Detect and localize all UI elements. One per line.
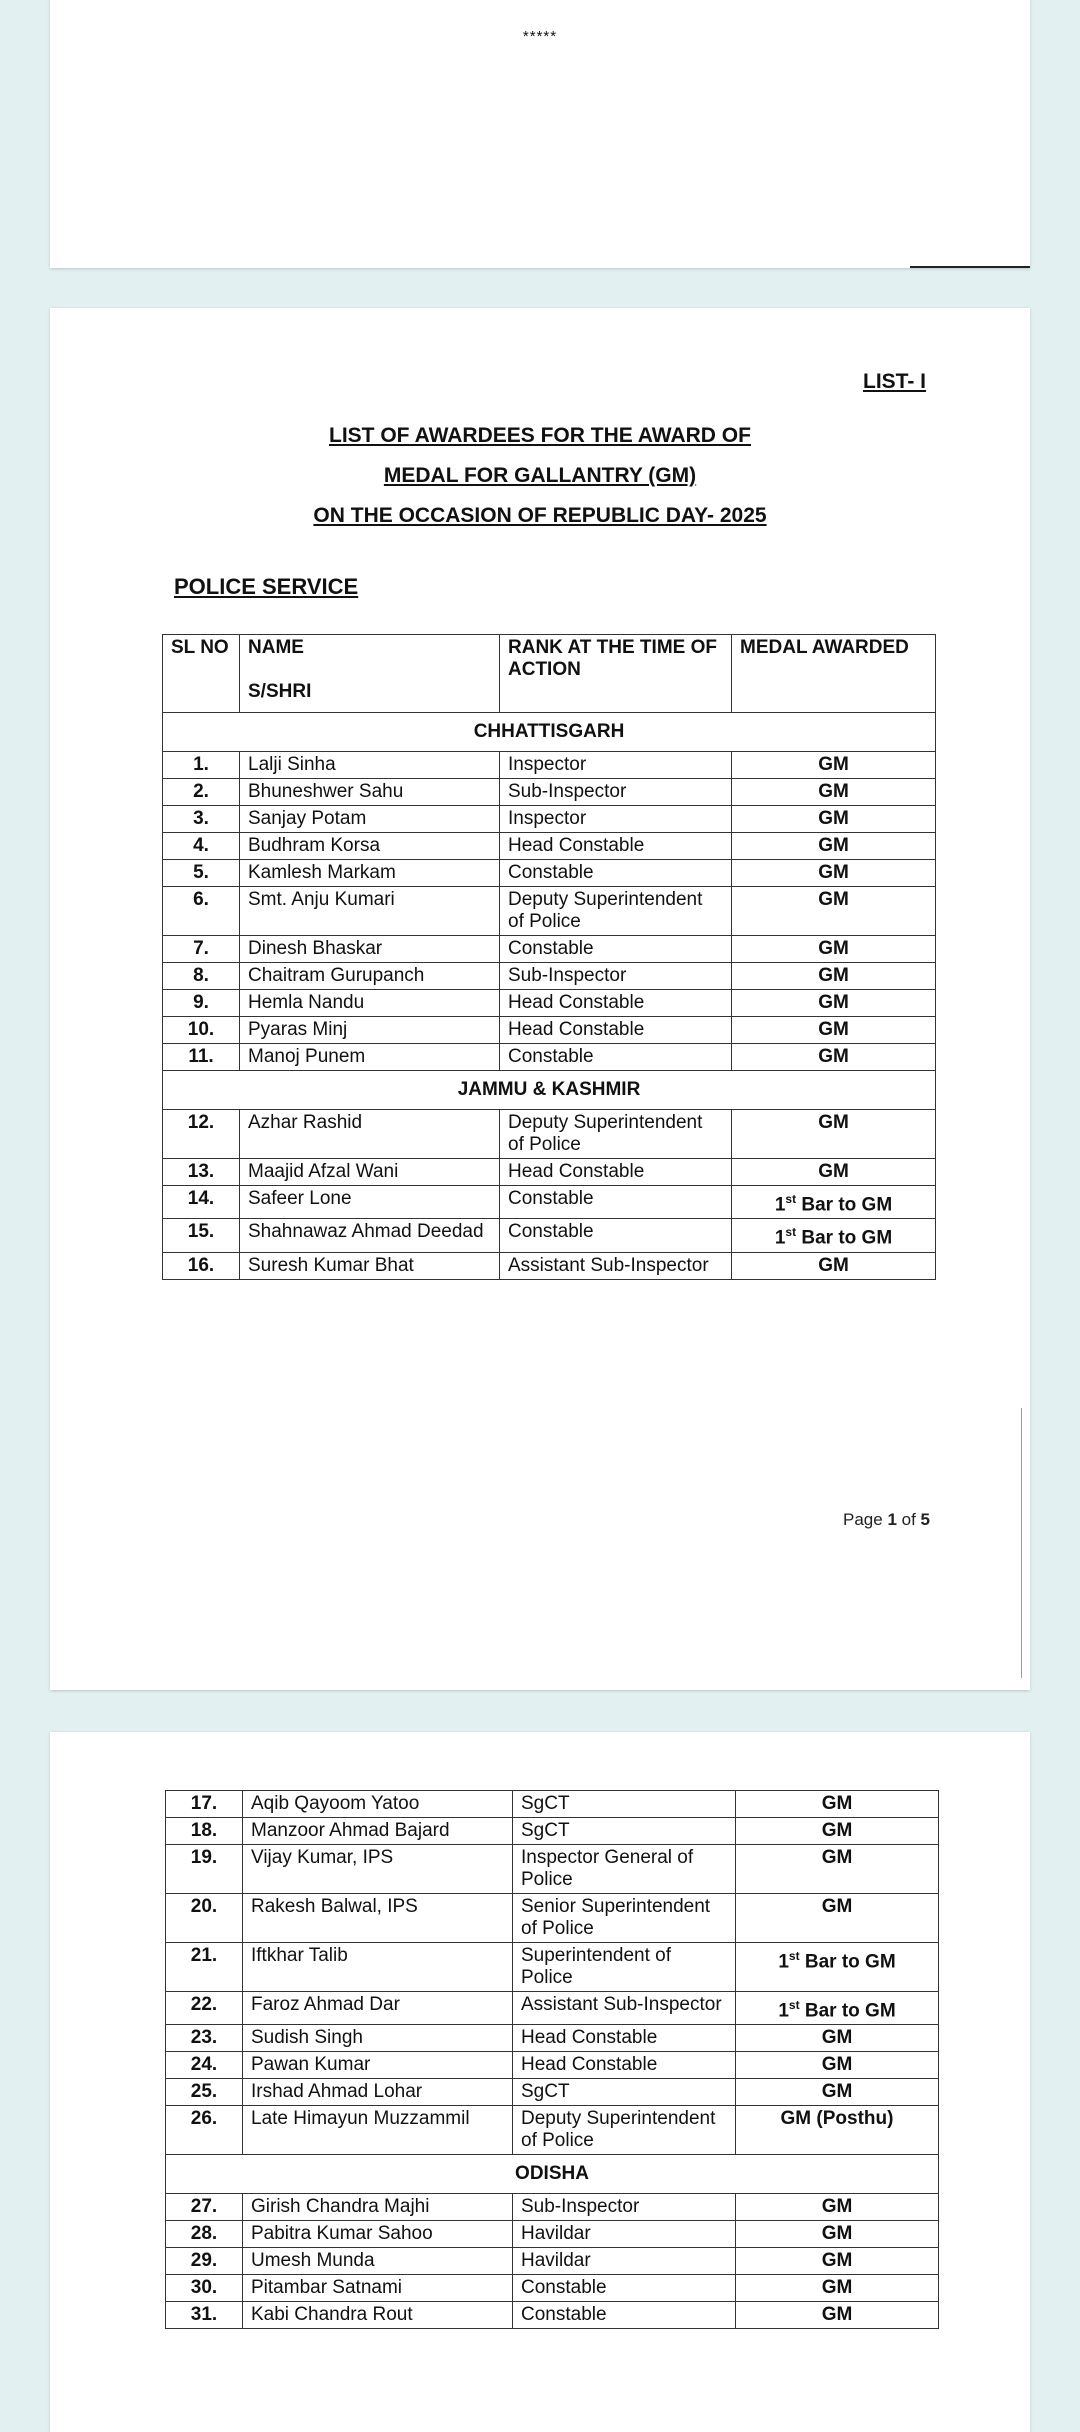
state-row xyxy=(163,1071,936,1110)
table-row xyxy=(163,779,936,806)
rank-cell: SgCT xyxy=(513,1818,736,1845)
medal-cell: GM xyxy=(736,2025,939,2052)
table-row xyxy=(166,1992,939,2025)
table-row xyxy=(163,1219,936,1252)
title-line-2: MEDAL FOR GALLANTRY (GM) xyxy=(383,464,697,487)
medal-cell: GM xyxy=(736,2248,939,2275)
state-name: CHHATTISGARH xyxy=(163,713,936,752)
rank-cell: Head Constable xyxy=(500,1017,732,1044)
sl-cell: 4. xyxy=(163,833,240,860)
sl-cell: 15. xyxy=(163,1219,240,1252)
sl-cell: 22. xyxy=(166,1992,243,2025)
table-row xyxy=(163,806,936,833)
state-name: JAMMU & KASHMIR xyxy=(163,1071,936,1110)
table-row xyxy=(163,833,936,860)
awardees-table-continued xyxy=(165,1790,939,2329)
medal-cell: GM xyxy=(732,806,936,833)
medal-cell: GM xyxy=(732,1017,936,1044)
page-total: 5 xyxy=(920,1510,930,1529)
name-cell: Safeer Lone xyxy=(240,1186,500,1219)
sl-cell: 31. xyxy=(166,2302,243,2329)
sl-cell: 13. xyxy=(163,1159,240,1186)
medal-cell: GM xyxy=(732,860,936,887)
table-row xyxy=(163,752,936,779)
document-page-2 xyxy=(50,1732,1030,2432)
rank-cell: Inspector General of Police xyxy=(513,1845,736,1894)
table-row xyxy=(166,2079,939,2106)
table-row xyxy=(166,1845,939,1894)
state-name: ODISHA xyxy=(166,2155,939,2194)
medal-cell: GM xyxy=(736,2194,939,2221)
previous-page xyxy=(50,0,1030,268)
table-row xyxy=(163,1017,936,1044)
list-tag: LIST- I xyxy=(863,370,926,393)
table-row xyxy=(166,2248,939,2275)
medal-cell: GM xyxy=(736,2275,939,2302)
table-row xyxy=(163,1110,936,1159)
sl-cell: 19. xyxy=(166,1845,243,1894)
rank-cell: Head Constable xyxy=(500,990,732,1017)
awardees-table xyxy=(162,634,936,1280)
table-row xyxy=(166,1818,939,1845)
table-row xyxy=(166,2106,939,2155)
medal-cell: GM xyxy=(732,779,936,806)
sl-cell: 1. xyxy=(163,752,240,779)
medal-cell: GM xyxy=(736,1845,939,1894)
name-cell: Shahnawaz Ahmad Deedad xyxy=(240,1219,500,1252)
header-sl-no: SL NO xyxy=(163,635,240,713)
name-cell: Azhar Rashid xyxy=(240,1110,500,1159)
table-row xyxy=(166,2302,939,2329)
rank-cell: Superintendent of Police xyxy=(513,1943,736,1992)
state-row xyxy=(163,713,936,752)
table-row xyxy=(166,2221,939,2248)
awardees-body xyxy=(163,713,936,1280)
name-cell: Rakesh Balwal, IPS xyxy=(243,1894,513,1943)
rank-cell: Constable xyxy=(500,1044,732,1071)
rank-cell: Head Constable xyxy=(500,833,732,860)
sl-cell: 26. xyxy=(166,2106,243,2155)
medal-cell: GM xyxy=(736,1791,939,1818)
name-cell: Lalji Sinha xyxy=(240,752,500,779)
title-line-1: LIST OF AWARDEES FOR THE AWARD OF xyxy=(329,424,751,447)
medal-cell: GM xyxy=(736,2079,939,2106)
sl-cell: 11. xyxy=(163,1044,240,1071)
sl-cell: 21. xyxy=(166,1943,243,1992)
medal-cell: GM xyxy=(732,1252,936,1279)
medal-cell: GM xyxy=(732,1159,936,1186)
medal-cell: GM xyxy=(736,1818,939,1845)
name-cell: Kamlesh Markam xyxy=(240,860,500,887)
name-cell: Girish Chandra Majhi xyxy=(243,2194,513,2221)
name-cell: Chaitram Gurupanch xyxy=(240,963,500,990)
medal-cell: GM xyxy=(732,1110,936,1159)
title-line-3: ON THE OCCASION OF REPUBLIC DAY- 2025 xyxy=(313,504,767,527)
page-prefix: Page xyxy=(843,1510,888,1529)
end-marker: ***** xyxy=(522,28,558,45)
sl-cell: 5. xyxy=(163,860,240,887)
medal-cell: GM xyxy=(732,936,936,963)
medal-cell: GM (Posthu) xyxy=(736,2106,939,2155)
table-row xyxy=(166,1943,939,1992)
table-row xyxy=(163,990,936,1017)
name-cell: Irshad Ahmad Lohar xyxy=(243,2079,513,2106)
rank-cell: Sub-Inspector xyxy=(513,2194,736,2221)
rank-cell: Assistant Sub-Inspector xyxy=(500,1252,732,1279)
rank-cell: SgCT xyxy=(513,2079,736,2106)
medal-cell: GM xyxy=(732,887,936,936)
rank-cell: Constable xyxy=(513,2275,736,2302)
rank-cell: Inspector xyxy=(500,752,732,779)
name-cell: Suresh Kumar Bhat xyxy=(240,1252,500,1279)
name-cell: Faroz Ahmad Dar xyxy=(243,1992,513,2025)
rank-cell: Head Constable xyxy=(513,2052,736,2079)
sl-cell: 8. xyxy=(163,963,240,990)
name-cell: Pitambar Satnami xyxy=(243,2275,513,2302)
name-cell: Smt. Anju Kumari xyxy=(240,887,500,936)
name-cell: Hemla Nandu xyxy=(240,990,500,1017)
page-of: of xyxy=(896,1510,921,1529)
medal-cell: GM xyxy=(736,1894,939,1943)
sl-cell: 10. xyxy=(163,1017,240,1044)
name-cell: Aqib Qayoom Yatoo xyxy=(243,1791,513,1818)
table-row xyxy=(166,1894,939,1943)
sl-cell: 16. xyxy=(163,1252,240,1279)
sl-cell: 18. xyxy=(166,1818,243,1845)
table-row xyxy=(163,1159,936,1186)
name-cell: Sudish Singh xyxy=(243,2025,513,2052)
name-cell: Bhuneshwer Sahu xyxy=(240,779,500,806)
rank-cell: Deputy Superintendent of Police xyxy=(500,887,732,936)
table-row xyxy=(166,1791,939,1818)
rank-cell: Inspector xyxy=(500,806,732,833)
table-row xyxy=(163,860,936,887)
document-page-1 xyxy=(50,308,1030,1690)
sl-cell: 9. xyxy=(163,990,240,1017)
name-cell: Kabi Chandra Rout xyxy=(243,2302,513,2329)
rank-cell: Constable xyxy=(513,2302,736,2329)
sl-cell: 30. xyxy=(166,2275,243,2302)
sl-cell: 17. xyxy=(166,1791,243,1818)
name-cell: Manoj Punem xyxy=(240,1044,500,1071)
rank-cell: Assistant Sub-Inspector xyxy=(513,1992,736,2025)
sl-cell: 7. xyxy=(163,936,240,963)
header-name-sub: S/SHRI xyxy=(248,681,312,702)
name-cell: Dinesh Bhaskar xyxy=(240,936,500,963)
name-cell: Pyaras Minj xyxy=(240,1017,500,1044)
medal-cell: 1st Bar to GM xyxy=(736,1943,939,1992)
table-row xyxy=(166,2275,939,2302)
sl-cell: 2. xyxy=(163,779,240,806)
sl-cell: 27. xyxy=(166,2194,243,2221)
medal-cell: GM xyxy=(736,2302,939,2329)
name-cell: Manzoor Ahmad Bajard xyxy=(243,1818,513,1845)
rank-cell: Havildar xyxy=(513,2221,736,2248)
sl-cell: 23. xyxy=(166,2025,243,2052)
rank-cell: Sub-Inspector xyxy=(500,779,732,806)
rank-cell: Constable xyxy=(500,1219,732,1252)
page-edge-rule xyxy=(910,266,1030,268)
header-name-label: NAME xyxy=(248,637,304,658)
table-row xyxy=(166,2025,939,2052)
name-cell: Late Himayun Muzzammil xyxy=(243,2106,513,2155)
rank-cell: Senior Superintendent of Police xyxy=(513,1894,736,1943)
medal-cell: GM xyxy=(732,752,936,779)
table-row xyxy=(163,1044,936,1071)
service-heading: POLICE SERVICE xyxy=(174,574,359,599)
table-row xyxy=(163,963,936,990)
medal-cell: GM xyxy=(732,963,936,990)
rank-cell: Constable xyxy=(500,860,732,887)
name-cell: Vijay Kumar, IPS xyxy=(243,1845,513,1894)
rank-cell: Sub-Inspector xyxy=(500,963,732,990)
sl-cell: 29. xyxy=(166,2248,243,2275)
table-row xyxy=(163,1186,936,1219)
medal-cell: GM xyxy=(736,2052,939,2079)
rank-cell: Deputy Superintendent of Police xyxy=(500,1110,732,1159)
medal-cell: GM xyxy=(732,990,936,1017)
rank-cell: Constable xyxy=(500,1186,732,1219)
sl-cell: 24. xyxy=(166,2052,243,2079)
medal-cell: GM xyxy=(732,833,936,860)
name-cell: Sanjay Potam xyxy=(240,806,500,833)
table-row xyxy=(163,887,936,936)
sl-cell: 20. xyxy=(166,1894,243,1943)
header-medal: MEDAL AWARDED xyxy=(732,635,936,713)
page-current: 1 xyxy=(887,1510,897,1529)
page-number xyxy=(843,1510,930,1530)
table-row xyxy=(166,2194,939,2221)
rank-cell: Head Constable xyxy=(500,1159,732,1186)
medal-cell: 1st Bar to GM xyxy=(732,1186,936,1219)
rank-cell: Constable xyxy=(500,936,732,963)
sl-cell: 6. xyxy=(163,887,240,936)
rank-cell: Head Constable xyxy=(513,2025,736,2052)
medal-cell: 1st Bar to GM xyxy=(732,1219,936,1252)
header-name xyxy=(240,635,500,713)
name-cell: Umesh Munda xyxy=(243,2248,513,2275)
header-rank: RANK AT THE TIME OF ACTION xyxy=(500,635,732,713)
medal-cell: 1st Bar to GM xyxy=(736,1992,939,2025)
sl-cell: 28. xyxy=(166,2221,243,2248)
table-row xyxy=(166,2052,939,2079)
name-cell: Iftkhar Talib xyxy=(243,1943,513,1992)
rank-cell: Havildar xyxy=(513,2248,736,2275)
rank-cell: Deputy Superintendent of Police xyxy=(513,2106,736,2155)
table-row xyxy=(163,936,936,963)
sl-cell: 14. xyxy=(163,1186,240,1219)
table-row xyxy=(163,1252,936,1279)
sl-cell: 3. xyxy=(163,806,240,833)
name-cell: Pabitra Kumar Sahoo xyxy=(243,2221,513,2248)
scan-artifact-line xyxy=(1021,1408,1022,1678)
state-row xyxy=(166,2155,939,2194)
sl-cell: 25. xyxy=(166,2079,243,2106)
name-cell: Budhram Korsa xyxy=(240,833,500,860)
medal-cell: GM xyxy=(736,2221,939,2248)
name-cell: Maajid Afzal Wani xyxy=(240,1159,500,1186)
medal-cell: GM xyxy=(732,1044,936,1071)
awardees-body-continued xyxy=(166,1791,939,2329)
rank-cell: SgCT xyxy=(513,1791,736,1818)
name-cell: Pawan Kumar xyxy=(243,2052,513,2079)
sl-cell: 12. xyxy=(163,1110,240,1159)
